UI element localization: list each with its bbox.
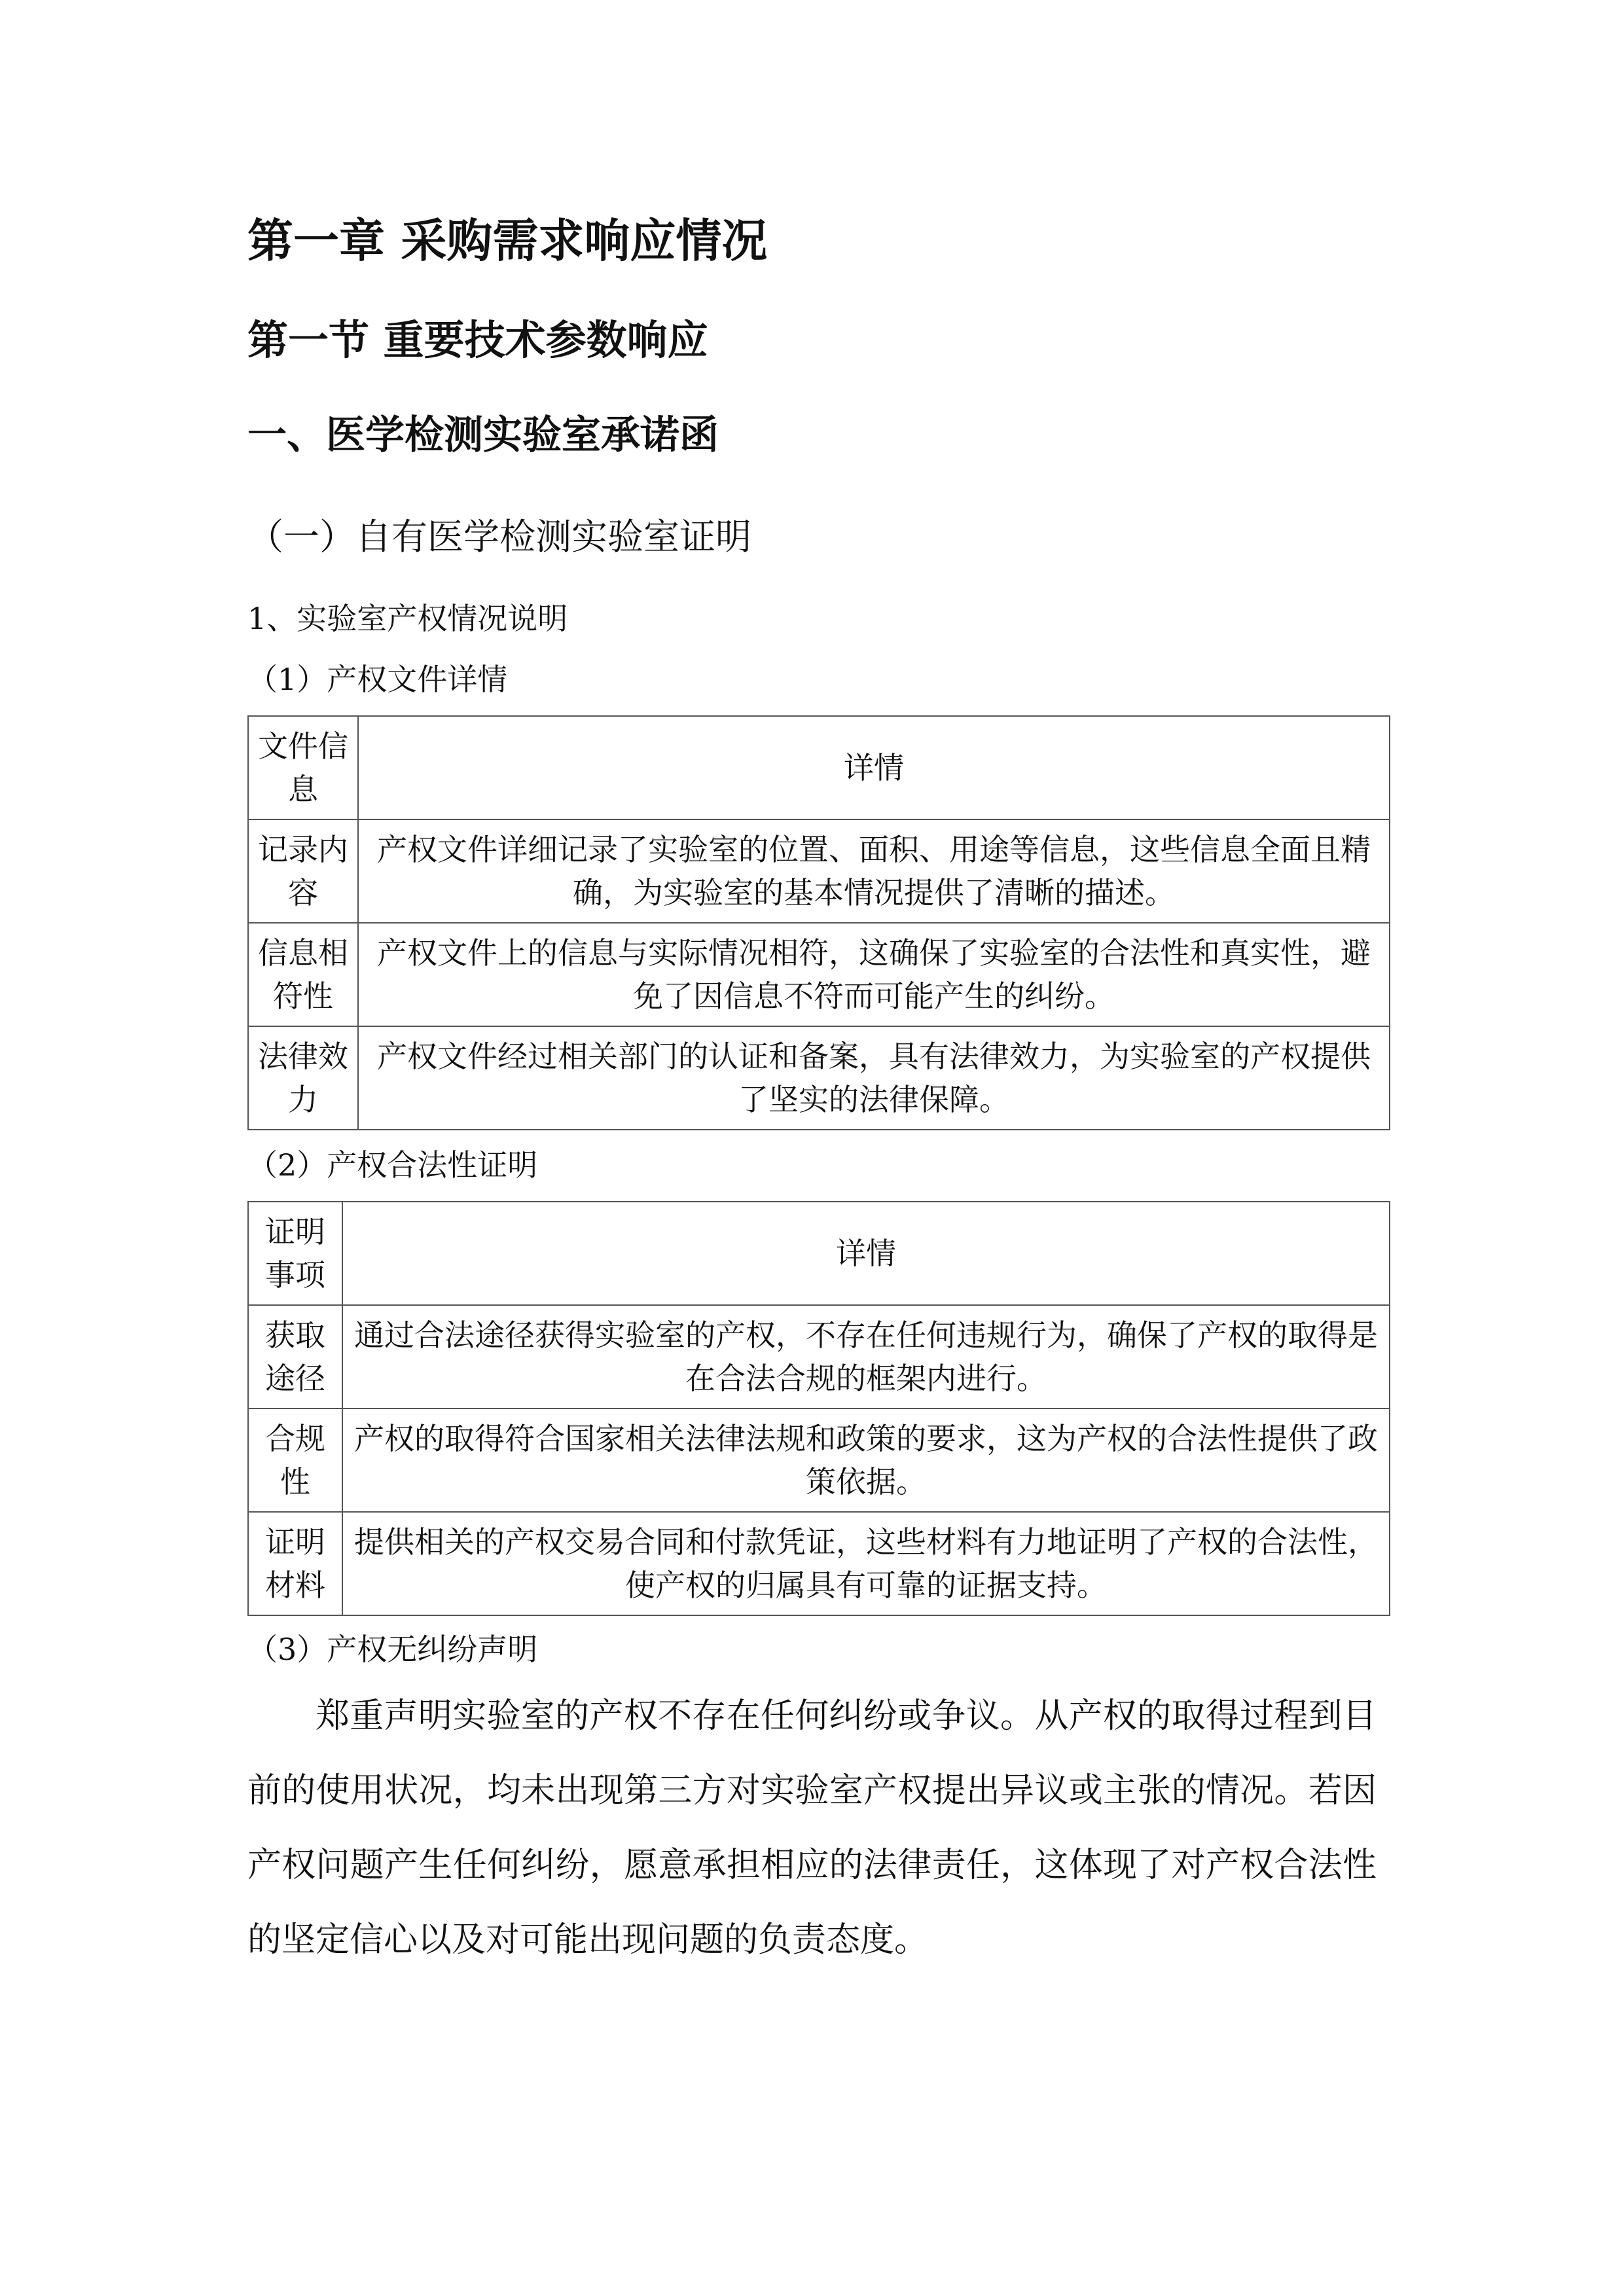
table-row — [248, 1408, 1390, 1512]
table-cell-detail: 提供相关的产权交易合同和付款凭证，这些材料有力地证明了产权的合法性，使产权的归属具有可靠的证据支持。 — [342, 1512, 1390, 1615]
chapter-title: 第一章 采购需求响应情况 — [247, 214, 768, 268]
item-property-rights: 1、实验室产权情况说明 — [247, 601, 568, 636]
table-cell-label: 合规性 — [248, 1408, 342, 1512]
table-cell-label: 证明材料 — [248, 1512, 342, 1615]
table-cell-label: 法律效力 — [248, 1026, 358, 1130]
table-cell-label: 获取途径 — [248, 1305, 342, 1408]
table-cell-detail: 通过合法途径获得实验室的产权，不存在任何违规行为，确保了产权的取得是在合法合规的框架内进行。 — [342, 1305, 1390, 1408]
table-header-cell: 详情 — [342, 1202, 1390, 1305]
table-cell-detail: 产权文件上的信息与实际情况相符，这确保了实验室的合法性和真实性，避免了因信息不符而可能产生的纠纷。 — [358, 923, 1390, 1026]
table-cell-detail: 产权文件详细记录了实验室的位置、面积、用途等信息，这些信息全面且精确，为实验室的基本情况提供了清晰的描述。 — [358, 819, 1390, 923]
table-row — [248, 1305, 1390, 1408]
table-row — [248, 1512, 1390, 1615]
heading-own-lab-proof: （一）自有医学检测实验室证明 — [247, 516, 752, 558]
table-cell-detail: 产权的取得符合国家相关法律法规和政策的要求，这为产权的合法性提供了政策依据。 — [342, 1408, 1390, 1512]
table-header-row — [248, 716, 1390, 819]
table-header-row — [248, 1202, 1390, 1305]
table-row — [248, 819, 1390, 923]
table-row — [248, 923, 1390, 1026]
property-docs-table — [247, 715, 1390, 1130]
table-cell-detail: 产权文件经过相关部门的认证和备案，具有法律效力，为实验室的产权提供了坚实的法律保障。 — [358, 1026, 1390, 1130]
sub-heading-property-docs: （1）产权文件详情 — [247, 662, 508, 697]
table-row — [248, 1026, 1390, 1130]
section-title: 第一节 重要技术参数响应 — [247, 316, 708, 364]
sub-heading-legality-proof: （2）产权合法性证明 — [247, 1147, 538, 1183]
table-header-cell: 详情 — [358, 716, 1390, 819]
legality-proof-table — [247, 1201, 1390, 1616]
table-header-cell: 文件信息 — [248, 716, 358, 819]
sub-heading-no-dispute: （3）产权无纠纷声明 — [247, 1632, 538, 1667]
no-dispute-statement: 郑重声明实验室的产权不存在任何纠纷或争议。从产权的取得过程到目前的使用状况，均未出现第三方对实验室产权提出异议或主张的情况。若因产权问题产生任何纠纷，愿意承担相应的法律责任，这体现了对产权合法性的坚定信心以及对可能出现问题的负责态度。 — [247, 1696, 1377, 1960]
table-cell-label: 信息相符性 — [248, 923, 358, 1026]
table-header-cell: 证明事项 — [248, 1202, 342, 1305]
table-cell-label: 记录内容 — [248, 819, 358, 923]
heading-commitment-letter: 一、医学检测实验室承诺函 — [247, 412, 719, 458]
